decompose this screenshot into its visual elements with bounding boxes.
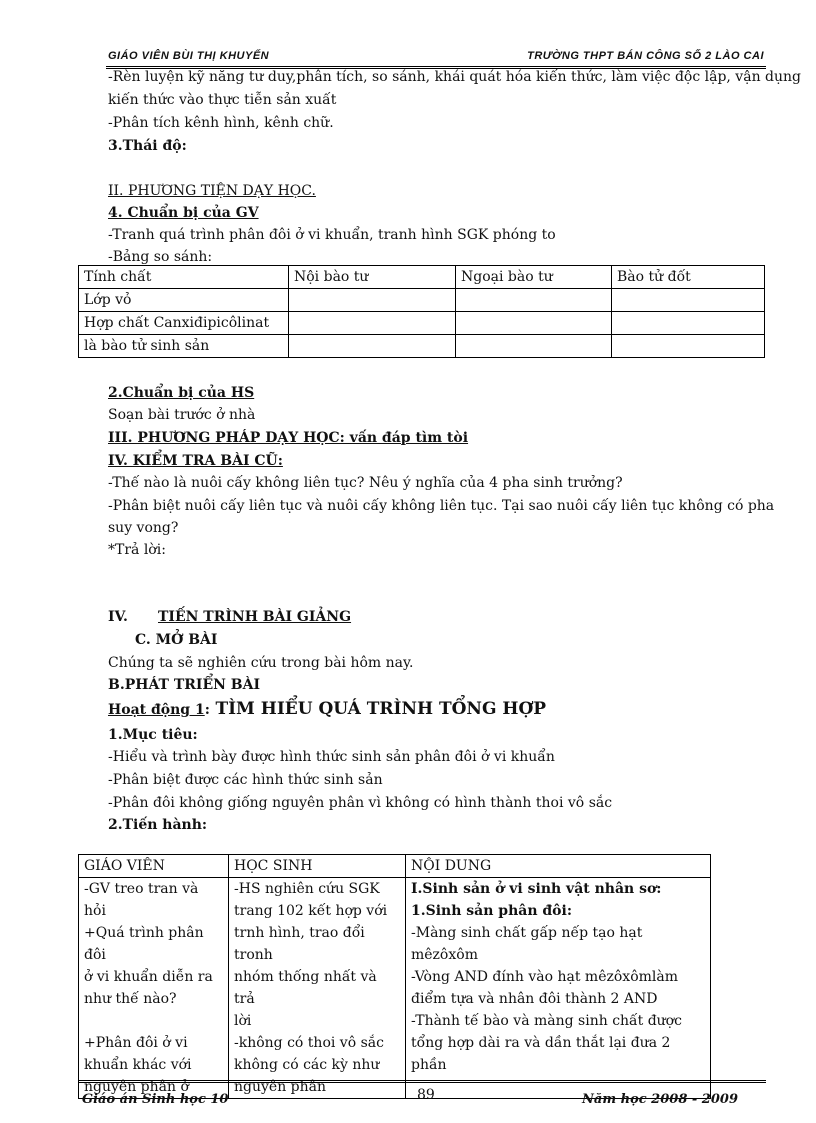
section-heading-5: TIẾN TRÌNH BÀI GIẢNG [158,609,352,625]
page-number: 89 [417,1087,435,1103]
comparison-table [78,265,765,358]
text-line: *Trả lời: [108,542,166,558]
table-cell [612,289,765,312]
table-header-cell: HỌC SINH [229,855,406,878]
text-line: kiến thức vào thực tiễn sản xuất [108,92,337,108]
section-number-5: IV. [108,609,128,625]
cell-line: nguyên phân [234,1079,326,1095]
cell-line: +Phân đôi ở vi [84,1035,188,1051]
cell-line: nguyên phân ở [84,1079,189,1095]
cell-line: -Màng sinh chất gấp nếp tạo hạt [411,925,643,941]
activity-heading [108,698,546,721]
cell-line: -không có thoi vô sắc [234,1035,384,1051]
text-line: -Tranh quá trình phân đôi ở vi khuẩn, tranh hình SGK phóng to [108,227,556,243]
text-line: -Hiểu và trình bày được hình thức sinh sản phân đôi ở vi khuẩn [108,749,555,765]
footer-rule [78,1080,766,1083]
text-line: Soạn bài trước ở nhà [108,407,256,423]
table-cell: Lớp vỏ [79,289,289,312]
table-cell [612,312,765,335]
cell-line: I.Sinh sản ở vi sinh vật nhân sơ: [411,881,662,897]
cell-line: mêzôxôm [411,947,478,963]
header-teacher: GIÁO VIÊN BÙI THỊ KHUYẾN [108,50,270,62]
section-heading-2: II. PHƯƠNG TIỆN DẠY HỌC. [108,183,316,199]
section-heading-4: IV. KIỂM TRA BÀI CŨ: [108,453,283,469]
header-school: TRƯỜNG THPT BÁN CÔNG SỐ 2 LÀO CAI [527,50,764,62]
cell-line: nhóm thống nhất và trả [234,969,377,1007]
footer-year: Năm học 2008 - 2009 [582,1092,738,1107]
cell-line: -Thành tế bào và màng sinh chất được [411,1013,682,1029]
cell-line: tổng hợp dài ra và dần thắt lại đưa 2 phần [411,1035,671,1073]
activity-colon: : [204,702,210,718]
cell-line: -Vòng AND đính vào hạt mêzôxômlàm [411,969,678,985]
cell-line: trang 102 kết hợp với [234,903,388,919]
cell-line [84,1010,223,1032]
cell-line: lời [234,1013,252,1029]
development-heading: B.PHÁT TRIỂN BÀI [108,677,261,693]
text-line: Chúng ta sẽ nghiên cứu trong bài hôm nay. [108,655,414,671]
activity-table [78,854,711,1099]
footer-title: Giáo án Sinh học 10 [82,1092,229,1107]
cell-line: 1.Sinh sản phân đôi: [411,903,572,919]
cell-line: khuẩn khác với [84,1057,192,1073]
table-cell [456,312,612,335]
cell-line: trnh hình, trao đổi tronh [234,925,365,963]
text-line: -Phân biệt được các hình thức sinh sản [108,772,383,788]
intro-heading: C. MỞ BÀI [135,632,218,648]
content-cell [406,878,711,1099]
table-cell: Hợp chất Canxiđipicôlinat [79,312,289,335]
text-line: -Phân tích kênh hình, kênh chữ. [108,115,334,131]
table-header-cell: NỘI DUNG [406,855,711,878]
cell-line: -GV treo tran và hỏi [84,881,199,919]
table-cell [289,312,456,335]
table-header-row [79,855,711,878]
cell-line: không có các kỳ như [234,1057,380,1073]
section-heading-3: III. PHƯƠNG PHÁP DẠY HỌC: vấn đáp tìm tòi [108,430,469,446]
text-line: suy vong? [108,520,179,536]
procedure-heading: 2.Tiến hành: [108,817,208,833]
table-row [79,335,765,358]
cell-line: như thế nào? [84,991,177,1007]
student-prep-heading: 2.Chuẩn bị của HS [108,385,255,401]
table-cell [456,289,612,312]
table-header-cell: Tính chất [79,266,289,289]
table-header-row [79,266,765,289]
table-row [79,878,711,1099]
cell-line: +Quá trình phân đôi [84,925,204,963]
table-cell [289,335,456,358]
table-cell: là bào tử sinh sản [79,335,289,358]
table-row [79,312,765,335]
table-cell [612,335,765,358]
text-line: -Phân đôi không giống nguyên phân vì không có hình thành thoi vô sắc [108,795,613,811]
table-cell [289,289,456,312]
table-header-cell: Bào tử đốt [612,266,765,289]
cell-line: -HS nghiên cứu SGK [234,881,380,897]
table-header-cell: Nội bào tư [289,266,456,289]
table-header-cell: GIÁO VIÊN [79,855,229,878]
objectives-heading: 1.Mục tiêu: [108,727,198,743]
activity-label: Hoạt động 1 [108,702,205,718]
cell-line: ở vi khuẩn diễn ra [84,969,213,985]
text-line: -Thế nào là nuôi cấy không liên tục? Nêu ý nghĩa của 4 pha sinh trưởng? [108,475,623,491]
table-row [79,289,765,312]
text-line: -Phân biệt nuôi cấy liên tục và nuôi cấy không liên tục. Tại sao nuôi cấy liên tục không có pha [108,498,775,514]
table-header-cell: Ngoại bào tư [456,266,612,289]
attitude-heading: 3.Thái độ: [108,138,187,154]
text-line: -Bảng so sánh: [108,249,213,265]
table-cell [456,335,612,358]
student-cell [229,878,406,1099]
teacher-prep-heading: 4. Chuẩn bị của GV [108,205,259,221]
text-line: -Rèn luyện kỹ năng tư duy,phân tích, so sánh, khái quát hóa kiến thức, làm việc độc lập, vận dụng [108,69,801,85]
teacher-cell [79,878,229,1099]
cell-line: điểm tựa và nhân đôi thành 2 AND [411,991,658,1007]
activity-title: TÌM HIỂU QUÁ TRÌNH TỔNG HỢP [215,699,547,719]
